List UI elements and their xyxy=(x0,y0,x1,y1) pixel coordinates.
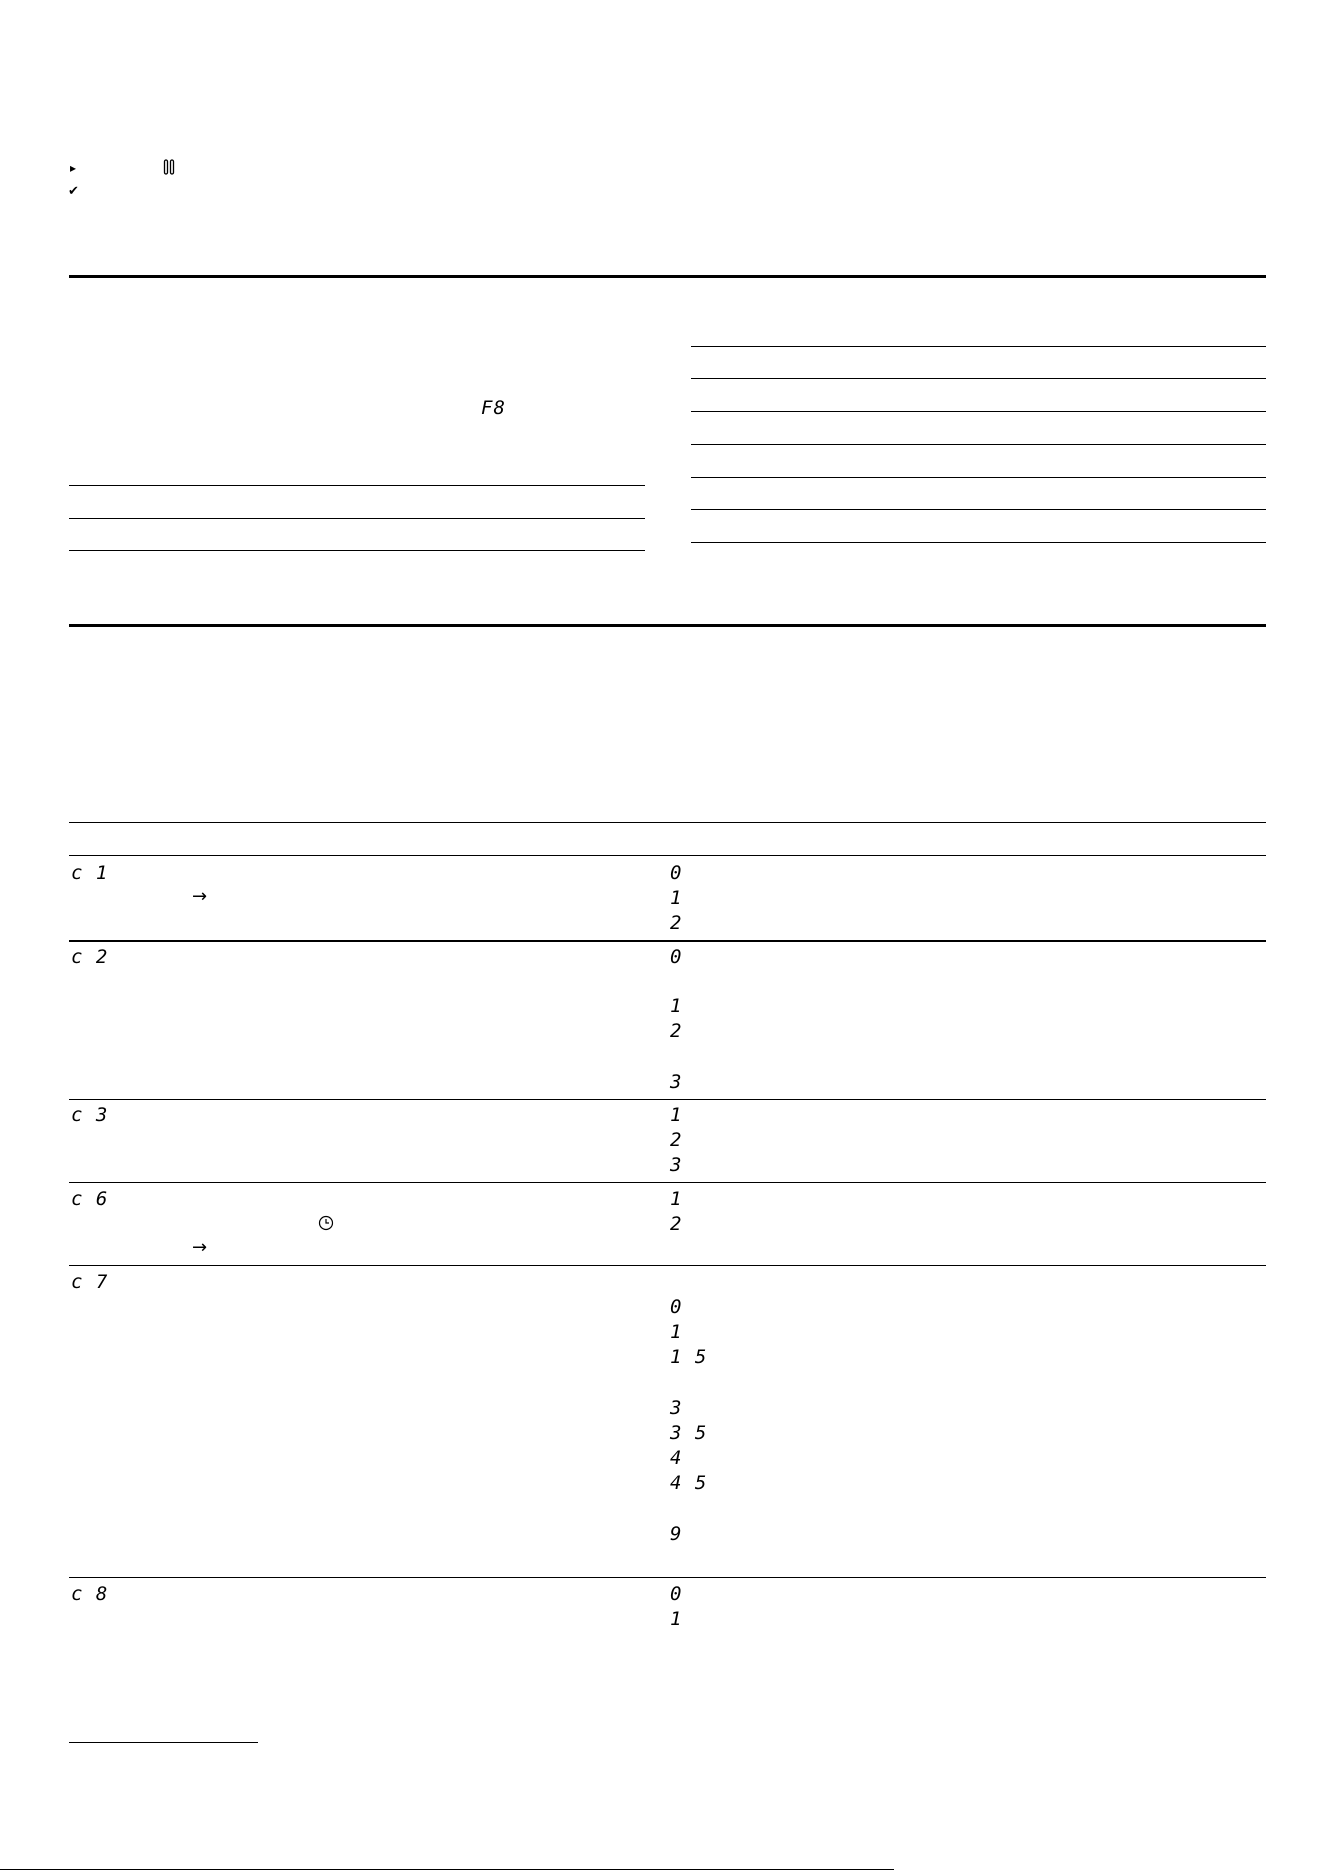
setting-value: 2 xyxy=(670,1020,683,1042)
arrow-right-icon: → xyxy=(192,886,208,907)
setting-value: 1 xyxy=(670,1188,683,1210)
arrow-right-icon: → xyxy=(192,1237,208,1258)
section-divider xyxy=(69,624,1266,627)
setting-code: c 7 xyxy=(71,1271,109,1293)
check-icon: ✔ xyxy=(68,184,79,199)
setting-value: 4 5 xyxy=(670,1472,708,1494)
setting-code: c 6 xyxy=(71,1188,109,1210)
setting-value: 3 xyxy=(670,1071,683,1093)
setting-code: c 3 xyxy=(71,1104,109,1126)
section-divider xyxy=(69,275,1266,278)
error-display-code: F8 xyxy=(481,397,506,419)
setting-value: 1 xyxy=(670,1608,683,1630)
setting-code: c 2 xyxy=(71,946,109,968)
setting-value: 3 xyxy=(670,1154,683,1176)
table-header-top xyxy=(69,822,1266,823)
setting-value: 1 xyxy=(670,1321,683,1343)
footnote-divider xyxy=(69,1742,258,1743)
setting-value: 2 xyxy=(670,1129,683,1151)
play-bullet-icon: ▸ xyxy=(70,161,77,175)
setting-value: 2 xyxy=(670,912,683,934)
setting-value: 3 5 xyxy=(670,1422,708,1444)
setting-value: 9 xyxy=(670,1523,683,1545)
setting-value: 1 xyxy=(670,887,683,909)
setting-value: 0 xyxy=(670,862,683,884)
setting-value: 3 xyxy=(670,1397,683,1419)
setting-value: 0 xyxy=(670,1296,683,1318)
setting-code: c 8 xyxy=(71,1583,109,1605)
setting-code: c 1 xyxy=(71,862,109,884)
clock-icon xyxy=(318,1215,334,1231)
page-bottom-rule xyxy=(0,1869,894,1870)
setting-value: 1 5 xyxy=(670,1346,708,1368)
setting-value: 0 xyxy=(670,1583,683,1605)
pause-icon xyxy=(163,159,175,175)
setting-value: 4 xyxy=(670,1447,683,1469)
table-header-bottom xyxy=(69,855,1266,856)
setting-value: 1 xyxy=(670,995,683,1017)
setting-value: 2 xyxy=(670,1213,683,1235)
setting-value: 0 xyxy=(670,946,683,968)
setting-value: 1 xyxy=(670,1104,683,1126)
